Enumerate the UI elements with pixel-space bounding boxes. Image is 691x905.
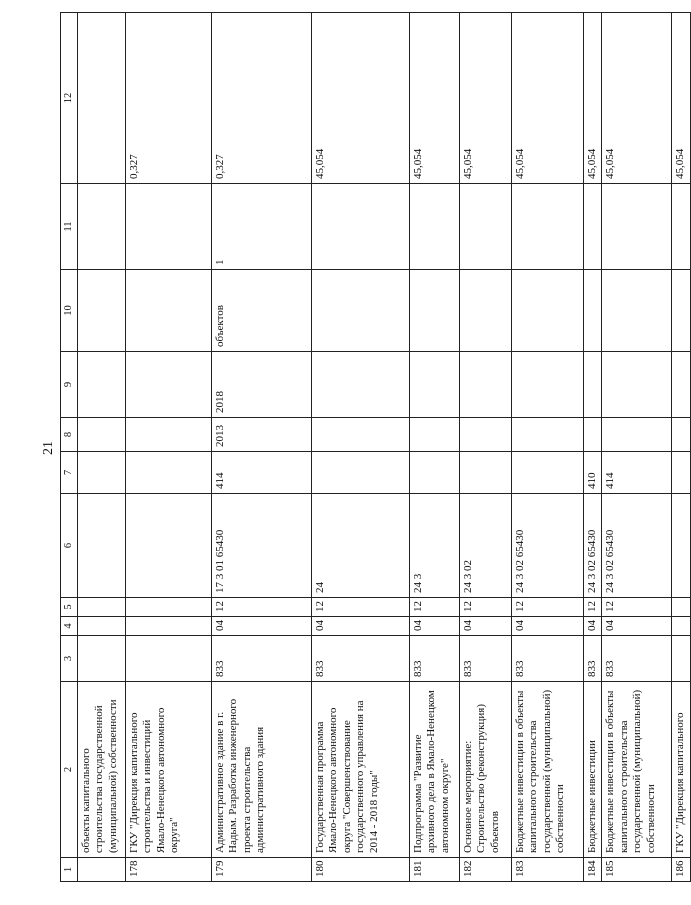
table-cell-col-12: 45,054 [602, 13, 672, 184]
table-cell-col-7: 410 [583, 452, 602, 494]
table-cell-col-4: 04 [211, 617, 311, 636]
table-cell-col-9 [672, 352, 691, 418]
table-cell-col-7 [459, 452, 511, 494]
table-cell-col-2: объекты капитального строительства государственной (муниципальной) собственности [77, 682, 125, 858]
table-cell-col-9 [511, 352, 583, 418]
table-cell-col-2: Бюджетные инвестиции в объекты капитального строительства государственной (муниципальной) собственности [511, 682, 583, 858]
table-cell-col-9 [459, 352, 511, 418]
table-cell-col-6: 24 [311, 494, 409, 598]
table-cell-col-8 [77, 418, 125, 452]
table-cell-col-12: 45,054 [311, 13, 409, 184]
table-cell-col-4 [77, 617, 125, 636]
table-cell-col-3 [77, 636, 125, 682]
table-cell-col-8 [311, 418, 409, 452]
table-cell-col-10 [77, 270, 125, 352]
table-cell-col-9: 2018 [211, 352, 311, 418]
table-cell-col-8 [672, 418, 691, 452]
table-cell-col-12: 45,054 [672, 13, 691, 184]
table-cell-col-5: 12 [409, 598, 459, 617]
table-cell-col-6: 24 3 [409, 494, 459, 598]
table-cell-col-10: объектов [211, 270, 311, 352]
table-cell-col-6 [672, 494, 691, 598]
header-col-8: 8 [61, 418, 78, 452]
table-cell-col-1: 179 [211, 858, 311, 882]
table-cell-col-4: 04 [602, 617, 672, 636]
table-cell-col-12 [77, 13, 125, 184]
table-row [125, 13, 211, 882]
budget-table [60, 12, 691, 882]
table-cell-col-2: Бюджетные инвестиции в объекты капитального строительства государственной (муниципальной) собственности [602, 682, 672, 858]
table-cell-col-6 [125, 494, 211, 598]
header-col-7: 7 [61, 452, 78, 494]
header-col-10: 10 [61, 270, 78, 352]
table-cell-col-12: 0,327 [211, 13, 311, 184]
table-cell-col-2: Административное здание в г. Надым. Разработка инженерного проекта строительства административного здания [211, 682, 311, 858]
table-cell-col-1 [77, 858, 125, 882]
header-col-6: 6 [61, 494, 78, 598]
table-cell-col-10 [125, 270, 211, 352]
table-row [583, 13, 602, 882]
table-cell-col-5: 12 [602, 598, 672, 617]
table-row [459, 13, 511, 882]
table-body [77, 13, 690, 882]
table-cell-col-12: 45,054 [459, 13, 511, 184]
table-cell-col-12: 45,054 [409, 13, 459, 184]
table-cell-col-5 [672, 598, 691, 617]
table-cell-col-9 [311, 352, 409, 418]
header-col-4: 4 [61, 617, 78, 636]
table-cell-col-4 [125, 617, 211, 636]
table-cell-col-5: 12 [211, 598, 311, 617]
table-cell-col-2: Бюджетные инвестиции [583, 682, 602, 858]
table-cell-col-9 [125, 352, 211, 418]
table-cell-col-7 [311, 452, 409, 494]
table-cell-col-11 [311, 184, 409, 270]
table-cell-col-9 [583, 352, 602, 418]
table-row [602, 13, 672, 882]
table-cell-col-6 [77, 494, 125, 598]
table-cell-col-11 [602, 184, 672, 270]
table-cell-col-3 [672, 636, 691, 682]
table-cell-col-7 [77, 452, 125, 494]
table-cell-col-2: ГКУ "Дирекция капитального [672, 682, 691, 858]
table-cell-col-9 [77, 352, 125, 418]
table-cell-col-8 [125, 418, 211, 452]
table-cell-col-10 [602, 270, 672, 352]
table-cell-col-1: 185 [602, 858, 672, 882]
table-cell-col-11 [409, 184, 459, 270]
table-cell-col-11: 1 [211, 184, 311, 270]
table-cell-col-3: 833 [602, 636, 672, 682]
header-col-3: 3 [61, 636, 78, 682]
table-cell-col-3: 833 [511, 636, 583, 682]
table-cell-col-3 [125, 636, 211, 682]
table-row [672, 13, 691, 882]
table-cell-col-1: 186 [672, 858, 691, 882]
table-cell-col-12: 45,054 [511, 13, 583, 184]
rotated-table-wrapper [60, 12, 686, 882]
table-cell-col-11 [125, 184, 211, 270]
table-cell-col-11 [459, 184, 511, 270]
header-col-1: 1 [61, 858, 78, 882]
table-cell-col-10 [311, 270, 409, 352]
table-cell-col-1: 181 [409, 858, 459, 882]
table-cell-col-5 [77, 598, 125, 617]
table-cell-col-8 [409, 418, 459, 452]
table-cell-col-6: 17 3 01 65430 [211, 494, 311, 598]
table-cell-col-2: Государственная программа Ямало-Ненецкого автономного округа "Совершенствование государственного управления на 2014 - 2018 годы" [311, 682, 409, 858]
table-cell-col-12: 45,054 [583, 13, 602, 184]
table-cell-col-2: Основное мероприятие: Строительство (реконструкция) объектов [459, 682, 511, 858]
table-cell-col-6: 24 3 02 [459, 494, 511, 598]
table-cell-col-4: 04 [511, 617, 583, 636]
table-cell-col-1: 178 [125, 858, 211, 882]
table-cell-col-8 [511, 418, 583, 452]
table-cell-col-2: ГКУ "Дирекция капитального строительства и инвестиций Ямало-Ненецкого автономного округа" [125, 682, 211, 858]
table-cell-col-3: 833 [311, 636, 409, 682]
table-row [311, 13, 409, 882]
table-cell-col-10 [459, 270, 511, 352]
table-cell-col-5: 12 [583, 598, 602, 617]
table-cell-col-8 [583, 418, 602, 452]
table-cell-col-3: 833 [583, 636, 602, 682]
table-cell-col-4: 04 [409, 617, 459, 636]
table-cell-col-3: 833 [459, 636, 511, 682]
table-cell-col-1: 182 [459, 858, 511, 882]
table-cell-col-11 [77, 184, 125, 270]
header-col-2: 2 [61, 682, 78, 858]
table-cell-col-4: 04 [311, 617, 409, 636]
table-cell-col-4: 04 [583, 617, 602, 636]
header-col-12: 12 [61, 13, 78, 184]
table-cell-col-11 [583, 184, 602, 270]
table-cell-col-7 [672, 452, 691, 494]
table-cell-col-1: 183 [511, 858, 583, 882]
table-cell-col-11 [511, 184, 583, 270]
table-cell-col-12: 0,327 [125, 13, 211, 184]
table-cell-col-10 [409, 270, 459, 352]
page-number: 21 [41, 441, 56, 455]
table-cell-col-7: 414 [602, 452, 672, 494]
table-cell-col-7: 414 [211, 452, 311, 494]
table-cell-col-3: 833 [211, 636, 311, 682]
table-cell-col-10 [511, 270, 583, 352]
table-cell-col-11 [672, 184, 691, 270]
header-col-9: 9 [61, 352, 78, 418]
table-cell-col-7 [125, 452, 211, 494]
header-col-5: 5 [61, 598, 78, 617]
table-row [511, 13, 583, 882]
table-cell-col-5: 12 [311, 598, 409, 617]
table-cell-col-1: 184 [583, 858, 602, 882]
table-cell-col-8 [459, 418, 511, 452]
table-cell-col-9 [602, 352, 672, 418]
table-cell-col-4: 04 [459, 617, 511, 636]
table-cell-col-8: 2013 [211, 418, 311, 452]
table-cell-col-3: 833 [409, 636, 459, 682]
table-cell-col-6: 24 3 02 65430 [511, 494, 583, 598]
table-cell-col-10 [583, 270, 602, 352]
table-row [77, 13, 125, 882]
table-cell-col-6: 24 3 02 65430 [583, 494, 602, 598]
table-cell-col-8 [602, 418, 672, 452]
table-cell-col-5 [125, 598, 211, 617]
table-row [211, 13, 311, 882]
table-cell-col-7 [409, 452, 459, 494]
table-cell-col-10 [672, 270, 691, 352]
table-header-row [61, 13, 78, 882]
table-cell-col-2: Подпрограмма "Развитие архивного дела в Ямало-Ненецком автономном округе" [409, 682, 459, 858]
table-cell-col-6: 24 3 02 65430 [602, 494, 672, 598]
table-cell-col-9 [409, 352, 459, 418]
table-cell-col-5: 12 [459, 598, 511, 617]
table-cell-col-1: 180 [311, 858, 409, 882]
table-row [409, 13, 459, 882]
table-cell-col-4 [672, 617, 691, 636]
header-col-11: 11 [61, 184, 78, 270]
table-cell-col-5: 12 [511, 598, 583, 617]
table-cell-col-7 [511, 452, 583, 494]
